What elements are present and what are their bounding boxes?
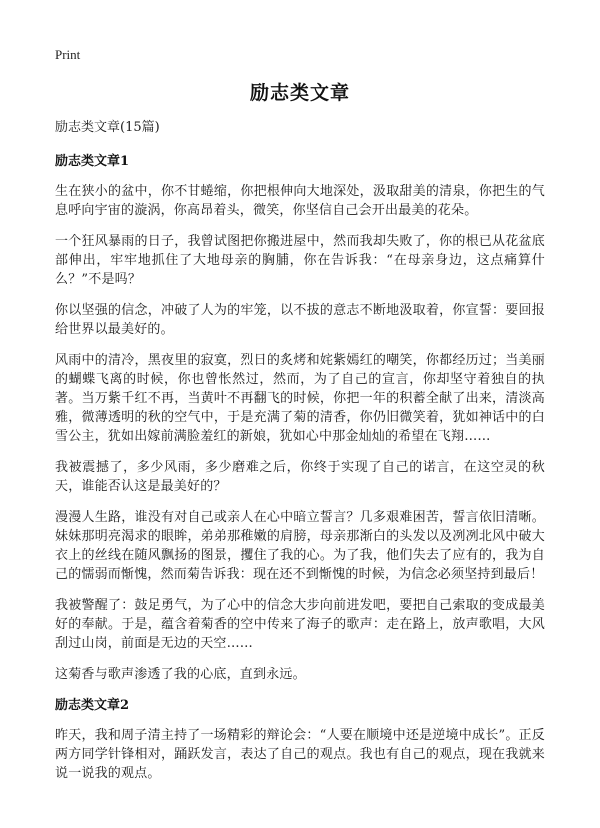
paragraph: 昨天，我和周子清主持了一场精彩的辩论会：“人要在顺境中还是逆境中成长”。正反两方同学针锋相对，踊跃发言，表达了自己的观点。我也有自己的观点，现在我就来说一说我的观点。 bbox=[55, 728, 545, 781]
article-heading: 励志类文章2 bbox=[55, 698, 130, 713]
document-subtitle: 励志类文章(15篇) bbox=[55, 120, 160, 135]
print-link[interactable]: Print bbox=[55, 47, 81, 62]
paragraph: 漫漫人生路，谁没有对自己或亲人在心中暗立誓言？几多艰难困苦，誓言依旧清晰。妹妹那明亮渴求的眼眸，弟弟那稚嫩的肩膀，母亲那渐白的头发以及冽冽北风中破大衣上的丝线在随风飘扬的图景，攫住了我的心。为了我，他们失去了应有的，我为自己的懦弱而惭愧，然而菊告诉我：现在还不到惭愧的时候，为信念必须坚持到最后！ bbox=[55, 510, 545, 582]
article-content bbox=[55, 118, 545, 795]
paragraph: 一个狂风暴雨的日子，我曾试图把你搬进屋中，然而我却失败了，你的根已从花盆底部伸出，牢牢地抓住了大地母亲的胸脯，你在告诉我：“在母亲身边，这点痛算什么？”不是吗？ bbox=[55, 234, 545, 287]
paragraph: 生在狭小的盆中，你不甘蜷缩，你把根伸向大地深处，汲取甜美的清泉，你把生的气息呼向宇宙的漩涡，你高昂着头，微笑，你坚信自己会开出最美的花朵。 bbox=[55, 184, 545, 218]
article-1 bbox=[55, 152, 545, 684]
paragraph: 我被震撼了，多少风雨，多少磨难之后，你终于实现了自己的诺言，在这空灵的秋天，谁能否认这是最美好的？ bbox=[55, 460, 545, 494]
paragraph: 你以坚强的信念，冲破了人为的牢笼，以不拔的意志不断地汲取着，你宣誓：要回报给世界以最美好的。 bbox=[55, 303, 545, 337]
article-2 bbox=[55, 696, 545, 783]
page-title: 励志类文章 bbox=[249, 82, 350, 104]
paragraph: 我被警醒了：鼓足勇气，为了心中的信念大步向前进发吧，要把自己索取的变成最美好的奉献。于是，蕴含着菊香的空中传来了海子的歌声：走在路上，放声歌唱，大风刮过山岗，前面是无边的天空…… bbox=[55, 598, 545, 651]
paragraph: 这菊香与歌声渗透了我的心底，直到永远。 bbox=[55, 667, 306, 682]
article-heading: 励志类文章1 bbox=[55, 154, 130, 169]
paragraph: 风雨中的清冷，黑夜里的寂寞，烈日的炙烤和姹紫嫣红的嘲笑，你都经历过；当美丽的蝴蝶飞离的时候，你也曾怅然过，然而，为了自己的宣言，你却坚守着独自的执著。当万紫千红不再，当黄叶不再翻飞的时候，你把一年的积蓄全献了出来，清淡高雅，微薄透明的秋的空气中，于是充满了菊的清香，你仍旧微笑着，犹如神话中的白雪公主，犹如出嫁前满脸羞红的新娘，犹如心中那金灿灿的希望在飞翔…… bbox=[55, 353, 545, 444]
